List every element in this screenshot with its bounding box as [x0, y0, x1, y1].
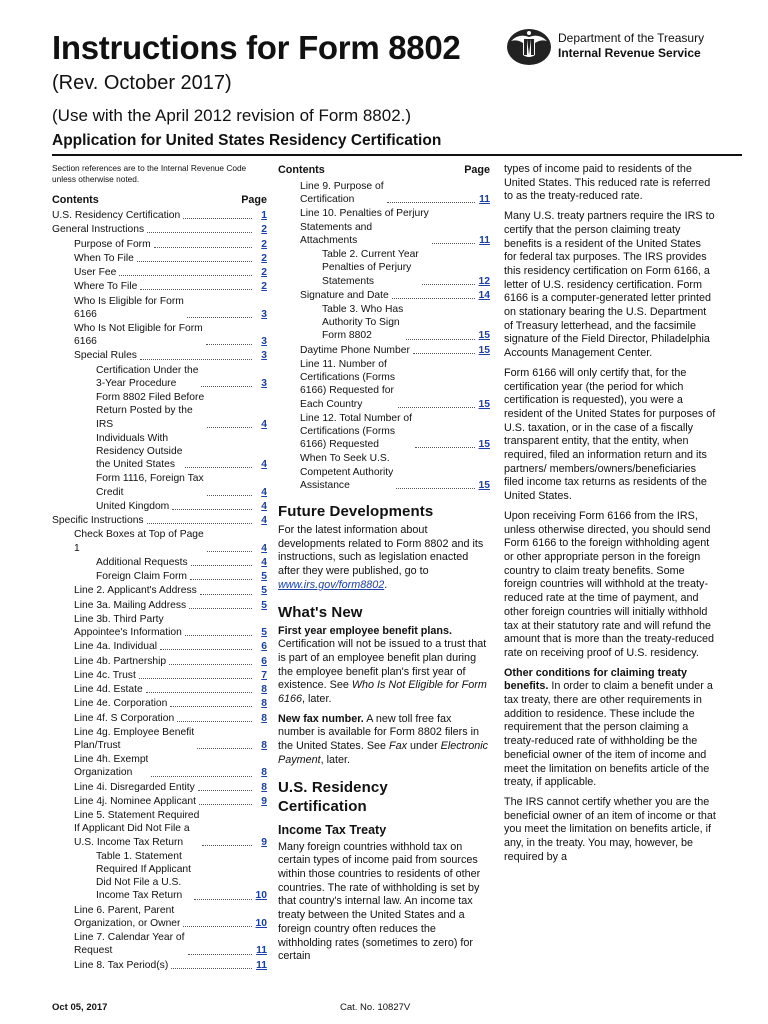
toc-entry[interactable] [52, 570, 267, 583]
dot-leader [140, 289, 252, 290]
col3-para-6: The IRS cannot certify whether you are the beneficial owner of an item of income or that you meet the limitation on benefits article, if any, in the treaty. You may, however, be required by a [504, 795, 716, 863]
section-reference-note: Section references are to the Internal Revenue Code unless otherwise noted. [52, 163, 247, 184]
toc-list-1 [52, 209, 267, 972]
dot-leader [185, 467, 252, 468]
treasury-label [558, 31, 704, 61]
toc-entry[interactable] [52, 472, 267, 498]
dot-leader [398, 407, 475, 408]
toc-entry[interactable] [52, 809, 267, 849]
dot-leader [140, 359, 252, 360]
footer-date: Oct 05, 2017 [52, 1002, 108, 1013]
toc-page-link[interactable]: 6 [261, 655, 267, 667]
toc-entry-title: Purpose of Form [74, 238, 151, 250]
toc-entry[interactable] [52, 209, 267, 222]
department-name: Department of the Treasury [558, 31, 705, 45]
toc-entry-title: General Instructions [52, 224, 145, 236]
toc-page-link[interactable]: 4 [261, 500, 267, 512]
toc-entry[interactable] [52, 683, 267, 696]
dot-leader [432, 243, 475, 244]
toc-entry-title: United Kingdom [96, 500, 170, 512]
toc-page-link[interactable]: 5 [261, 599, 267, 611]
toc-entry[interactable] [52, 655, 267, 668]
document-title: Instructions for Form 8802 [52, 29, 461, 66]
dot-leader [188, 954, 253, 955]
dot-leader [189, 608, 252, 609]
use-with-note: (Use with the April 2012 revision of Form 8802.) [52, 106, 412, 125]
dot-leader [199, 804, 252, 805]
toc-page-link[interactable]: 10 [255, 890, 267, 902]
dot-leader [154, 247, 252, 248]
toc-entry-title: Line 10. Penalties of Perjury Statements and Attachments [300, 208, 429, 246]
future-developments-text: For the latest information about developments related to Form 8802 and its instructions, such as legislation enacted after they were published, go to www.irs.gov/form8802. [278, 524, 484, 591]
toc-entry-title: U.S. Residency Certification [52, 210, 181, 221]
toc-entry-title: Line 4j. Nominee Applicant [74, 795, 196, 807]
toc-entry[interactable] [278, 412, 490, 452]
toc-entry-title: Table 1. Statement Required If Applicant Did Not File a U.S. Income Tax Return [96, 850, 192, 902]
toc-entry-title: When To Seek U.S. Competent Authority Assistance [300, 453, 394, 491]
dot-leader [139, 678, 252, 679]
toc-entry-title: Line 6. Parent, Parent Organization, or Owner [74, 904, 181, 929]
toc-page-link[interactable]: 3 [261, 350, 267, 362]
dot-leader [147, 232, 252, 233]
toc-entry-title: Line 4e. Corporation [74, 698, 168, 710]
toc-page-link[interactable]: 15 [478, 479, 490, 491]
dot-leader [198, 790, 252, 791]
toc-page-link[interactable]: 8 [261, 684, 267, 696]
toc-page-link[interactable]: 9 [261, 836, 267, 848]
toc-entry-title: Special Rules [74, 350, 137, 362]
toc-entry-title: Certification Under the 3-Year Procedure [96, 364, 199, 389]
toc-entry-title: Who Is Eligible for Form 6166 [74, 295, 184, 320]
toc-entry[interactable] [52, 795, 267, 808]
form8802-link[interactable]: www.irs.gov/form8802 [278, 578, 385, 591]
toc-page-link[interactable]: 4 [261, 542, 267, 554]
toc-entry[interactable] [52, 280, 267, 293]
toc-page-link[interactable]: 9 [261, 795, 267, 807]
dot-leader [187, 317, 252, 318]
dot-leader [170, 706, 252, 707]
page-heading: Page [241, 194, 267, 206]
toc-page-link[interactable]: 3 [261, 336, 267, 348]
toc-entry[interactable] [278, 248, 490, 288]
toc-page-link[interactable]: 10 [255, 917, 267, 929]
toc-page-link[interactable]: 15 [478, 398, 490, 410]
whats-new-heading: What's New [278, 603, 363, 621]
whats-new-para-1: First year employee benefit plans. Certification will not be issued to a trust that is part of an employee benefit plan during the employee benefit plan's first year of existence. See Who Is Not Eligible for Form 6166, later. [278, 624, 487, 706]
irs-eagle-logo-icon [505, 27, 553, 67]
toc-page-link[interactable]: 4 [261, 515, 267, 527]
contents-heading: Contents [278, 164, 325, 176]
dot-leader [137, 261, 252, 262]
toc-entry[interactable] [52, 349, 267, 362]
toc-page-link[interactable]: 15 [478, 344, 490, 356]
dot-leader [422, 284, 475, 285]
toc-page-link[interactable]: 8 [261, 712, 267, 724]
toc-entry-title: When To File [74, 252, 134, 264]
toc-page-link[interactable]: 11 [256, 959, 267, 971]
col3-para-3: Form 6166 will only certify that, for the certification year (the period for which certification is requested), you were a resident of the United States for purposes of U.S. taxation, or in the case of a fiscally transparent entity, that the entity, when required, filed an information return and its partners/ members/owners/beneficiaries filed income tax returns as residents of the United States. [504, 366, 716, 503]
toc-entry[interactable] [52, 266, 267, 279]
residency-para: Many foreign countries withhold tax on certain types of income paid from sources within those countries to residents of other countries. The rate of withholding is set by that country's internal law. An income tax treaty between the United States and a foreign country often reduces the withholding rates (sometimes to zero) for certain [278, 840, 481, 963]
toc-entry[interactable] [52, 514, 267, 527]
toc-entry-title: Line 8. Tax Period(s) [74, 959, 169, 971]
dot-leader [151, 776, 252, 777]
toc-entry[interactable] [52, 904, 267, 930]
toc-page-link[interactable]: 3 [261, 377, 267, 389]
toc-page-link[interactable]: 11 [479, 234, 490, 246]
toc-entry-title: Foreign Claim Form [96, 571, 187, 583]
dot-leader [406, 339, 475, 340]
dot-leader [197, 748, 252, 749]
toc-entry[interactable] [52, 252, 267, 265]
dot-leader [194, 899, 252, 900]
toc-page-link[interactable]: 4 [261, 418, 267, 430]
toc-page-link[interactable]: 6 [261, 641, 267, 653]
toc-entry[interactable] [52, 223, 267, 236]
toc-entry-title: Line 4i. Disregarded Entity [74, 781, 195, 793]
toc-entry-title: Line 4f. S Corporation [74, 712, 175, 724]
toc-page-link[interactable]: 8 [261, 739, 267, 751]
dot-leader [207, 427, 252, 428]
toc-entry-title: Line 5. Statement Required If Applicant Did Not File a U.S. Income Tax Return [74, 810, 200, 848]
toc-page-link[interactable]: 2 [261, 252, 267, 264]
toc-entry-title: Table 3. Who Has Authority To Sign Form 8802 [322, 304, 404, 342]
residency-heading: U.S. Residency Certification [278, 778, 388, 815]
header-rule [52, 154, 742, 156]
toc-entry-title: Line 2. Applicant's Address [74, 585, 197, 597]
dot-leader [206, 344, 252, 345]
revision-date: (Rev. October 2017) [52, 72, 232, 94]
dot-leader [200, 594, 252, 595]
toc-entry-title: Line 3a. Mailing Address [74, 599, 187, 611]
toc-entry[interactable] [278, 289, 490, 302]
dot-leader [160, 649, 252, 650]
toc-entry[interactable] [52, 238, 267, 251]
toc-entry-title: Line 4d. Estate [74, 684, 143, 696]
dot-leader [183, 218, 252, 219]
toc-entry-title: Check Boxes at Top of Page 1 [74, 529, 204, 554]
dot-leader [172, 509, 252, 510]
body-column-3 [504, 163, 716, 870]
toc-entry[interactable] [52, 556, 267, 569]
toc-entry[interactable] [52, 726, 267, 752]
agency-name: Internal Revenue Service [558, 46, 701, 60]
dot-leader [171, 968, 252, 969]
contents-column-1 [52, 163, 267, 973]
whats-new-para-2: New fax number. A new toll free fax number is available for Form 8802 filers in the United States. See Fax under Electronic Payment, later. [278, 712, 489, 766]
toc-entry-title: Table 2. Current Year Penalties of Perjury Statements [322, 249, 419, 287]
toc-page-link[interactable]: 11 [256, 945, 267, 957]
toc-entry[interactable] [278, 452, 490, 492]
toc-entry-title: Line 4b. Partnership [74, 655, 167, 667]
toc-entry-title: Form 1116, Foreign Tax Credit [96, 473, 204, 498]
toc-entry-title: User Fee [74, 267, 117, 278]
toc-page-link[interactable]: 15 [478, 439, 490, 451]
toc-entry-title: Specific Instructions [52, 515, 144, 527]
toc-page-link[interactable]: 5 [261, 571, 267, 583]
dot-leader [413, 353, 475, 354]
contents-header [278, 163, 490, 177]
toc-entry-title: Daytime Phone Number [300, 344, 410, 356]
toc-entry[interactable] [52, 931, 267, 957]
dot-leader [191, 565, 252, 566]
toc-entry[interactable] [52, 697, 267, 710]
dot-leader [185, 635, 252, 636]
future-developments-heading: Future Developments [278, 503, 434, 521]
toc-page-link[interactable]: 8 [261, 767, 267, 779]
toc-entry-title: Line 12. Total Number of Certifications (Forms 6166) Requested [300, 412, 412, 451]
toc-page-link[interactable]: 4 [261, 556, 267, 568]
dot-leader [202, 845, 252, 846]
toc-entry[interactable] [52, 322, 267, 348]
toc-page-link[interactable]: 3 [261, 308, 267, 320]
toc-page-link[interactable]: 1 [261, 210, 267, 221]
dot-leader [147, 523, 252, 524]
toc-entry-title: Additional Requests [96, 556, 188, 568]
toc-page-link[interactable]: 2 [261, 238, 267, 250]
toc-entry-title: Who Is Not Eligible for Form 6166 [74, 322, 203, 348]
page-heading: Page [464, 164, 490, 176]
toc-entry[interactable] [52, 613, 267, 639]
dot-leader [387, 202, 475, 203]
toc-page-link[interactable]: 2 [261, 224, 267, 236]
toc-entry[interactable] [52, 599, 267, 612]
contents-column-2 [278, 163, 490, 970]
footer-cat-no: Cat. No. 10827V [340, 1002, 411, 1013]
toc-entry[interactable] [52, 432, 267, 472]
dot-leader [201, 386, 252, 387]
dot-leader [169, 664, 252, 665]
toc-page-link[interactable]: 5 [261, 627, 267, 639]
toc-entry[interactable] [52, 584, 267, 597]
toc-entry[interactable] [52, 781, 267, 794]
toc-entry[interactable] [52, 640, 267, 653]
dot-leader [177, 721, 252, 722]
toc-entry[interactable] [52, 364, 267, 390]
toc-entry-title: Line 4h. Exempt Organization [74, 754, 149, 779]
toc-page-link[interactable]: 12 [478, 275, 490, 287]
col3-para-5: Other conditions for claiming treaty benefits. In order to claim a benefit under a tax treaty, there are other requirements in addition to residence. These include the requirement that the person claiming a treaty-reduced rate of withholding be the beneficial owner of the item of income and meet the limitation on benefits article of the treaty, if applicable. [504, 666, 713, 789]
col3-para-1: types of income paid to residents of the United States. This reduced rate is referred to as the treaty-reduced rate. [504, 163, 711, 203]
toc-entry-title: Individuals With Residency Outside the United States [96, 432, 183, 471]
contents-heading: Contents [52, 194, 99, 206]
toc-entry-title: Where To File [74, 281, 138, 293]
toc-entry-title: Line 4c. Trust [74, 669, 136, 681]
application-title: Application for United States Residency Certification [52, 132, 442, 149]
contents-header [52, 193, 267, 207]
toc-page-link[interactable]: 14 [478, 289, 490, 301]
toc-entry[interactable] [52, 669, 267, 682]
toc-entry-title: Form 8802 Filed Before Return Posted by the IRS [96, 392, 205, 430]
income-tax-treaty-heading: Income Tax Treaty [278, 822, 387, 837]
toc-entry[interactable] [278, 180, 490, 206]
toc-entry[interactable] [52, 500, 267, 513]
toc-entry-title: Line 4a. Individual [74, 641, 158, 653]
toc-page-link[interactable]: 2 [261, 281, 267, 293]
dot-leader [183, 926, 252, 927]
dot-leader [119, 275, 252, 276]
dot-leader [207, 495, 252, 496]
dot-leader [396, 488, 475, 489]
toc-entry[interactable] [52, 959, 267, 972]
toc-page-link[interactable]: 5 [261, 585, 267, 597]
toc-page-link[interactable]: 11 [479, 194, 490, 206]
toc-page-link[interactable]: 4 [261, 459, 267, 471]
toc-entry[interactable] [52, 753, 267, 779]
toc-entry[interactable] [278, 207, 490, 247]
toc-entry-title: Line 4g. Employee Benefit Plan/Trust [74, 726, 195, 751]
toc-page-link[interactable]: 8 [261, 698, 267, 710]
dot-leader [146, 692, 252, 693]
toc-page-link[interactable]: 15 [478, 330, 490, 342]
toc-entry-title: Line 11. Number of Certifications (Forms 6166) Requested for Each Country [300, 358, 395, 410]
toc-page-link[interactable]: 7 [261, 669, 267, 681]
toc-entry[interactable] [278, 358, 490, 411]
dot-leader [190, 579, 252, 580]
toc-entry-title: Signature and Date [300, 289, 389, 301]
col3-para-4: Upon receiving Form 6166 from the IRS, unless otherwise directed, you should send Form 6166 to the foreign withholding agent or other appropriate person in the foreign country to claim treaty benefits. Some foreign countries will withhold at the treaty-reduced rate at the time of payment, and other foreign countries will initially withhold tax at their statutory rate and will refund the amount that is more than the treaty-reduced rate on receiving proof of U.S. residency. [504, 509, 715, 659]
toc-entry-title: Line 7. Calendar Year of Request [74, 932, 185, 957]
toc-entry[interactable] [52, 850, 267, 903]
dot-leader [415, 447, 475, 448]
dot-leader [392, 298, 475, 299]
toc-list-2 [278, 180, 490, 492]
toc-entry[interactable] [278, 303, 490, 343]
toc-page-link[interactable]: 8 [261, 781, 267, 793]
toc-entry[interactable] [278, 344, 490, 357]
toc-page-link[interactable]: 2 [261, 267, 267, 278]
toc-entry[interactable] [52, 295, 267, 321]
toc-entry[interactable] [52, 528, 267, 554]
toc-entry-title: Line 3b. Third Party Appointee's Information [74, 613, 182, 639]
toc-page-link[interactable]: 4 [261, 486, 267, 498]
toc-entry-title: Line 9. Purpose of Certification [300, 181, 384, 206]
toc-entry[interactable] [52, 391, 267, 431]
col3-para-2: Many U.S. treaty partners require the IRS to certify that the person claiming treaty benefits is a resident of the United States for federal tax purposes. The IRS provides this residency certification on Form 6166, a letter of U.S. residency certification. Form 6166 is a computer-generated letter printed on stationary bearing the U.S. Department of Treasury letterhead, and the facsimile signature of the Field Director, Philadelphia Accounts Management Center. [504, 210, 715, 360]
toc-entry[interactable] [52, 712, 267, 725]
dot-leader [207, 551, 252, 552]
